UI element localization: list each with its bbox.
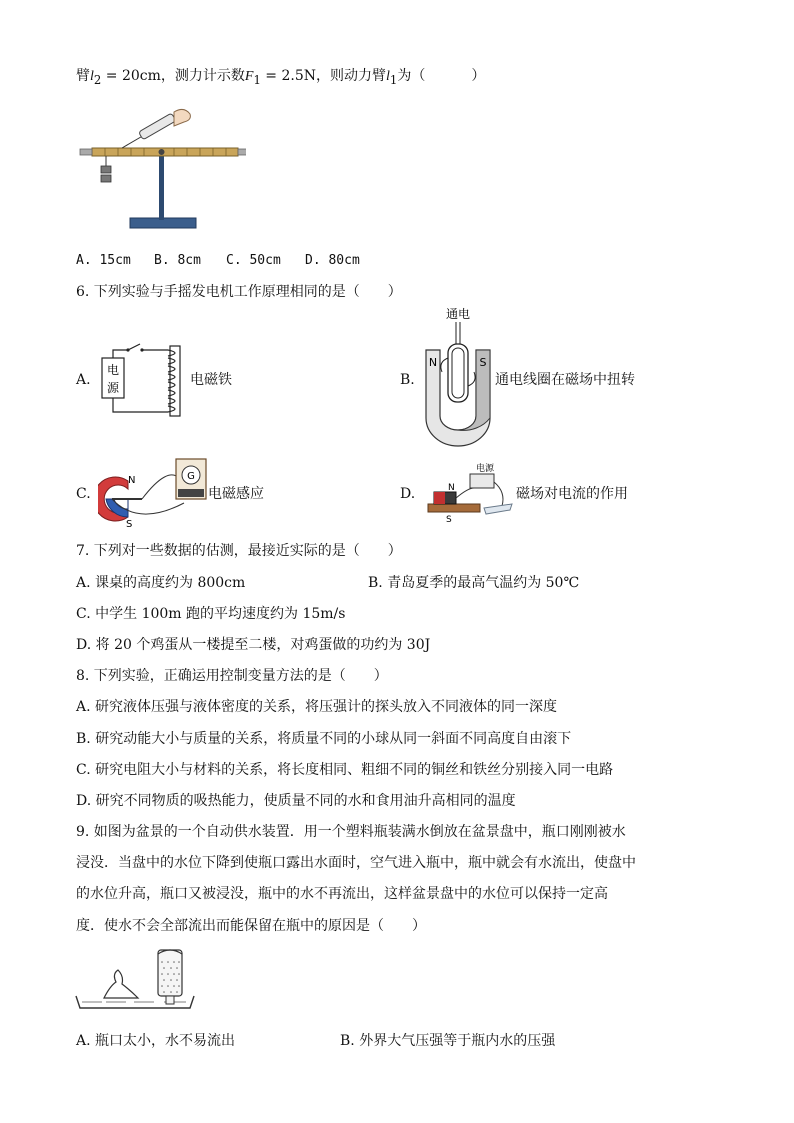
q8-option-c: C. 研究电阻大小与材料的关系，将长度相同、粗细不同的铜丝和铁丝分别接入同一电路 <box>76 762 614 778</box>
q6-option-d-caption: 磁场对电流的作用 <box>516 486 628 502</box>
q8-stem: 8. 下列实验，正确运用控制变量方法的是（ ） <box>76 668 388 684</box>
q7-option-d: D. 将 20 个鸡蛋从一楼提至二楼，对鸡蛋做的功约为 30J <box>76 637 431 653</box>
inverted-bottle <box>158 950 182 996</box>
q5-text-d: 为（ <box>397 68 426 84</box>
current-label: 通电 <box>445 307 471 321</box>
coil <box>448 344 468 402</box>
q6-option-b-caption: 通电线圈在磁场中扭转 <box>495 372 635 388</box>
north-pole-label: N <box>428 356 438 369</box>
hand <box>174 109 190 126</box>
q5-option-c: C. 50cm <box>226 253 281 268</box>
switch <box>128 344 140 350</box>
induction-south-label: S <box>126 519 133 530</box>
q5-text-a: 臂 <box>76 68 90 84</box>
q9-line-4: 度．使水不会全部流出而能保留在瓶中的原因是（ ） <box>76 918 426 934</box>
q9-option-b: B. 外界大气压强等于瓶内水的压强 <box>340 1033 556 1049</box>
q7-option-a: A. 课桌的高度约为 800cm <box>76 575 246 591</box>
q8-option-d: D. 研究不同物质的吸热能力，使质量不同的水和食用油升高相同的温度 <box>76 793 516 809</box>
q9-option-a: A. 瓶口太小，水不易流出 <box>76 1033 236 1049</box>
q6-induction-figure <box>98 455 210 531</box>
q9-line-2: 浸没．当盘中的水位下降到使瓶口露出水面时，空气进入瓶中，瓶中就会有水流出，使盘中 <box>76 855 636 871</box>
south-pole-label: S <box>479 356 487 369</box>
d-power-supply <box>470 474 494 488</box>
wooden-base <box>428 504 480 512</box>
d-south-label: S <box>446 515 452 525</box>
hanging-weight <box>101 166 111 173</box>
q5-l1-sub: 1 <box>389 72 398 87</box>
q9-line-1: 9. 如图为盆景的一个自动供水装置．用一个塑料瓶装满水倒放在盆景盘中，瓶口刚刚被水 <box>76 824 626 840</box>
metal-rail <box>484 504 512 514</box>
q6-motor-coil-figure <box>420 306 496 448</box>
q5-text-c: = 2.5N，则动力臂 <box>260 68 387 84</box>
iron-core <box>170 346 180 416</box>
q5-option-b: B. 8cm <box>154 253 201 268</box>
q9-line-3: 的水位升高，瓶口又被浸没，瓶中的水不再流出，这样盆景盘中的水位可以保持一定高 <box>76 886 608 902</box>
q5-option-d: D. 80cm <box>305 253 360 268</box>
q5-text-b: = 20cm，测力计示数 <box>101 68 245 84</box>
q5-f1-sub: 1 <box>253 72 261 87</box>
q6-option-c-caption: 电磁感应 <box>208 486 264 502</box>
d-north-label: N <box>448 483 455 493</box>
q5-option-a: A. 15cm <box>76 253 131 268</box>
q6-electromagnet-figure <box>98 340 190 420</box>
q6-stem: 6. 下列实验与手摇发电机工作原理相同的是（ ） <box>76 284 402 300</box>
q5-lever-figure <box>76 106 246 236</box>
q6-option-a-caption: 电磁铁 <box>190 372 232 388</box>
induction-north-label: N <box>128 475 136 486</box>
stand-pole <box>159 150 164 220</box>
q7-stem: 7. 下列对一些数据的估测，最接近实际的是（ ） <box>76 543 402 559</box>
q6-force-on-current-figure <box>424 462 516 526</box>
power-label-2: 源 <box>106 381 120 395</box>
rockery <box>104 970 138 998</box>
q5-l2-sub: 2 <box>93 72 102 87</box>
q7-option-c: C. 中学生 100m 跑的平均速度约为 15m/s <box>76 606 346 622</box>
q8-option-a: A. 研究液体压强与液体密度的关系，将压强计的探头放入不同液体的同一深度 <box>76 699 558 715</box>
q5-stem <box>76 66 485 90</box>
q9-water-supply-figure <box>74 946 196 1014</box>
q6-option-b-letter: B. <box>400 372 415 388</box>
q6-option-d-letter: D. <box>400 486 416 502</box>
q5-text-e: ） <box>471 68 486 84</box>
galvanometer-label: G <box>187 471 195 482</box>
q5-l1-symbol: l <box>386 69 390 84</box>
q7-option-b: B. 青岛夏季的最高气温约为 50℃ <box>368 575 580 591</box>
q5-l2-symbol: l <box>90 69 94 84</box>
q5-f1-symbol: F <box>244 69 254 84</box>
q6-option-a-letter: A. <box>76 372 91 388</box>
d-power-label: 电源 <box>476 464 495 474</box>
q8-option-b: B. 研究动能大小与质量的关系，将质量不同的小球从同一斜面不同高度自由滚下 <box>76 731 572 747</box>
lever-bar <box>92 148 238 156</box>
spring-scale <box>139 113 176 140</box>
q6-option-c-letter: C. <box>76 486 91 502</box>
power-label-1: 电 <box>106 363 120 377</box>
